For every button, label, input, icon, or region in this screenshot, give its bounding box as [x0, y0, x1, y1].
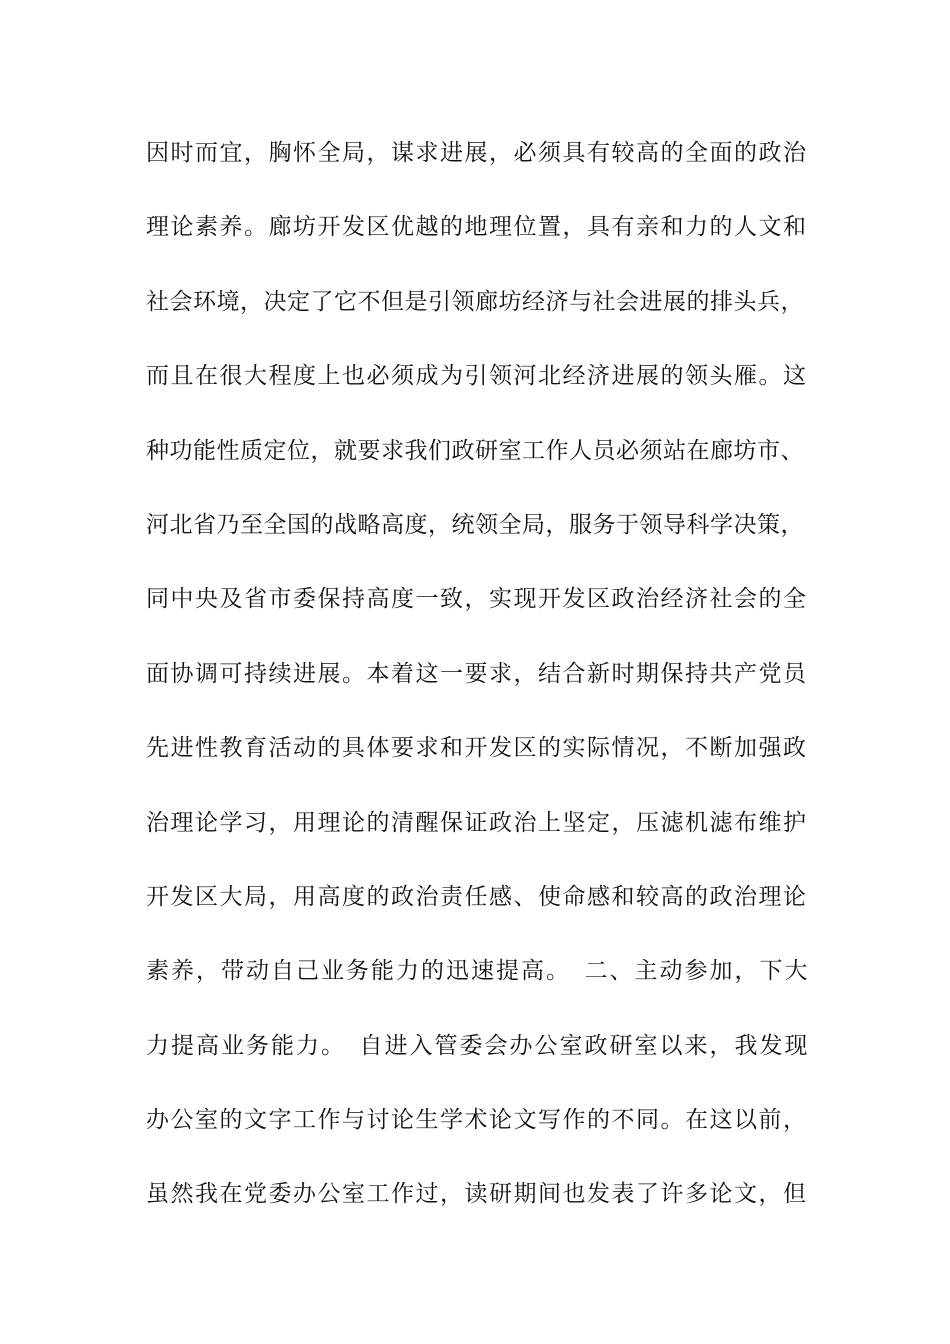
body-text — [146, 133, 816, 1249]
text-line: 力提高业务能力。 自进入管委会办公室政研室以来，我发现 — [146, 1032, 810, 1059]
text-line: 治理论学习，用理论的清醒保证政治上坚定，压滤机滤布维护 — [146, 809, 808, 836]
text-line: 面协调可持续进展。本着这一要求，结合新时期保持共产党员 — [146, 660, 808, 687]
text-line: 虽然我在党委办公室工作过，读研期间也发表了许多论文，但 — [146, 1181, 808, 1208]
text-line: 种功能性质定位，就要求我们政研室工作人员必须站在廊坊市、 — [146, 437, 804, 464]
text-line: 先进性教育活动的具体要求和开发区的实际情况，不断加强政 — [146, 735, 808, 762]
text-line: 理论素养。廊坊开发区优越的地理位置，具有亲和力的人文和 — [146, 214, 808, 241]
text-line: 同中央及省市委保持高度一致，实现开发区政治经济社会的全 — [146, 586, 808, 613]
text-line: 而且在很大程度上也必须成为引领河北经济进展的领头雁。这 — [146, 363, 808, 390]
text-line: 素养，带动自己业务能力的迅速提高。 二、主动参加，下大 — [146, 958, 810, 985]
text-line: 办公室的文字工作与讨论生学术论文写作的不同。在这以前， — [146, 1107, 808, 1134]
text-line: 河北省乃至全国的战略高度，统领全局，服务于领导科学决策， — [146, 511, 804, 538]
text-line: 社会环境，决定了它不但是引领廊坊经济与社会进展的排头兵， — [146, 288, 804, 315]
text-line: 开发区大局，用高度的政治责任感、使命感和较高的政治理论 — [146, 883, 808, 910]
text-line: 因时而宜，胸怀全局，谋求进展，必须具有较高的全面的政治 — [146, 140, 808, 166]
